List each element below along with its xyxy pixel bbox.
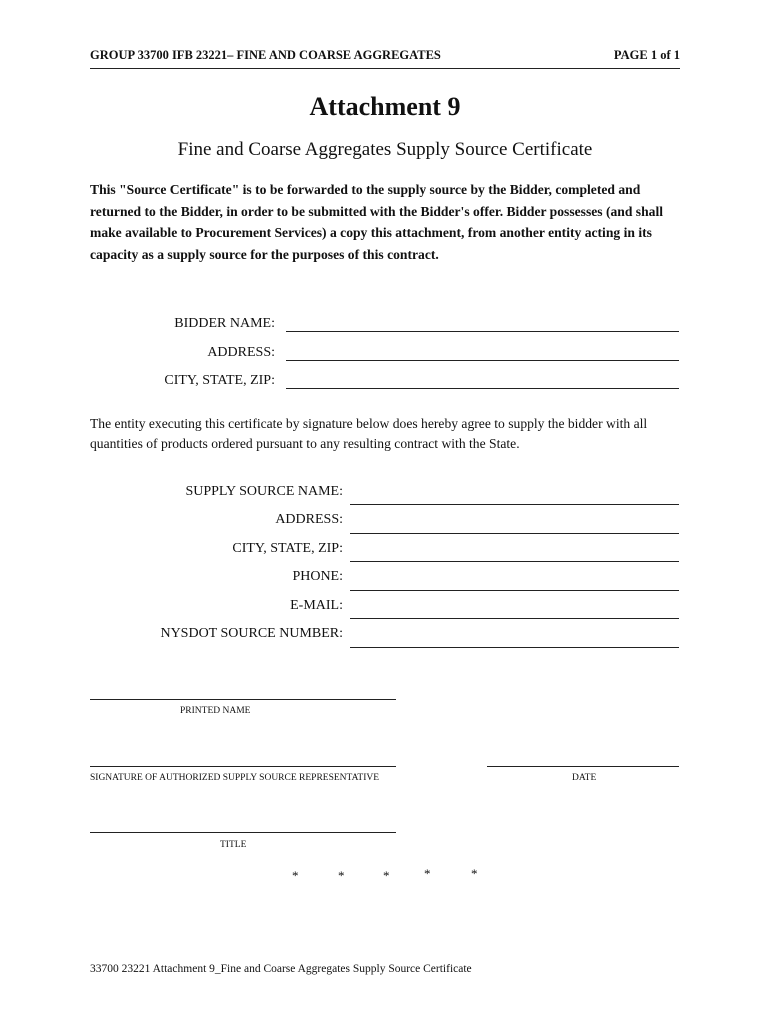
document-subtitle: Fine and Coarse Aggregates Supply Source Certificate	[177, 139, 593, 160]
intro-paragraph: This "Source Certificate" is to be forwarded to the supply source by the Bidder, completed and returned to the Bidder, in order to be submitted with the Bidder's offer. Bidder possesses (and shall make available to Procurement Services) a copy this attachment, from another entity acting in its capacity as a supply source for the purposes of this contract.	[90, 182, 663, 262]
bidder-name-field[interactable]	[286, 331, 679, 332]
page-header	[90, 46, 680, 69]
agreement-paragraph: The entity executing this certificate by signature below does hereby agree to supply the bidder with all quantities of products ordered pursuant to any resulting contract with the State.	[90, 416, 648, 451]
printed-name-caption: PRINTED NAME	[180, 706, 251, 716]
supply-name-field[interactable]	[350, 504, 679, 505]
signature-line[interactable]	[90, 766, 396, 767]
supply-email-field[interactable]	[350, 618, 679, 619]
bidder-address-field[interactable]	[286, 360, 679, 361]
page-footer: 33700 23221 Attachment 9_Fine and Coarse Aggregates Supply Source Certificate	[90, 963, 472, 975]
supply-email-label: E-MAIL:	[290, 598, 343, 613]
header-page-number: PAGE 1 of 1	[613, 48, 680, 62]
printed-name-line[interactable]	[90, 699, 396, 700]
bidder-city-label: CITY, STATE, ZIP:	[164, 373, 275, 388]
divider-star: *	[383, 868, 390, 883]
supply-nysdot-label: NYSDOT SOURCE NUMBER:	[160, 626, 343, 641]
supply-address-field[interactable]	[350, 533, 679, 534]
supply-phone-field[interactable]	[350, 590, 679, 591]
bidder-address-label: ADDRESS:	[207, 345, 275, 360]
supply-city-field[interactable]	[350, 561, 679, 562]
supply-phone-label: PHONE:	[292, 569, 343, 584]
supply-city-label: CITY, STATE, ZIP:	[232, 541, 343, 556]
bidder-name-label: BIDDER NAME:	[174, 316, 275, 331]
supply-name-label: SUPPLY SOURCE NAME:	[185, 484, 343, 499]
date-line[interactable]	[487, 766, 679, 767]
supply-nysdot-field[interactable]	[350, 647, 679, 648]
supply-address-label: ADDRESS:	[275, 512, 343, 527]
divider-star: *	[424, 866, 431, 881]
bidder-city-field[interactable]	[286, 388, 679, 389]
header-group-title: GROUP 33700 IFB 23221– FINE AND COARSE AGGREGATES	[90, 48, 441, 62]
title-caption: TITLE	[220, 840, 247, 850]
signature-caption: SIGNATURE OF AUTHORIZED SUPPLY SOURCE REPRESENTATIVE	[90, 773, 380, 783]
divider-star: *	[471, 866, 478, 881]
document-title: Attachment 9	[309, 92, 461, 121]
divider-star: *	[292, 868, 299, 883]
title-line[interactable]	[90, 832, 396, 833]
divider-star: *	[338, 868, 345, 883]
date-caption: DATE	[572, 773, 597, 783]
